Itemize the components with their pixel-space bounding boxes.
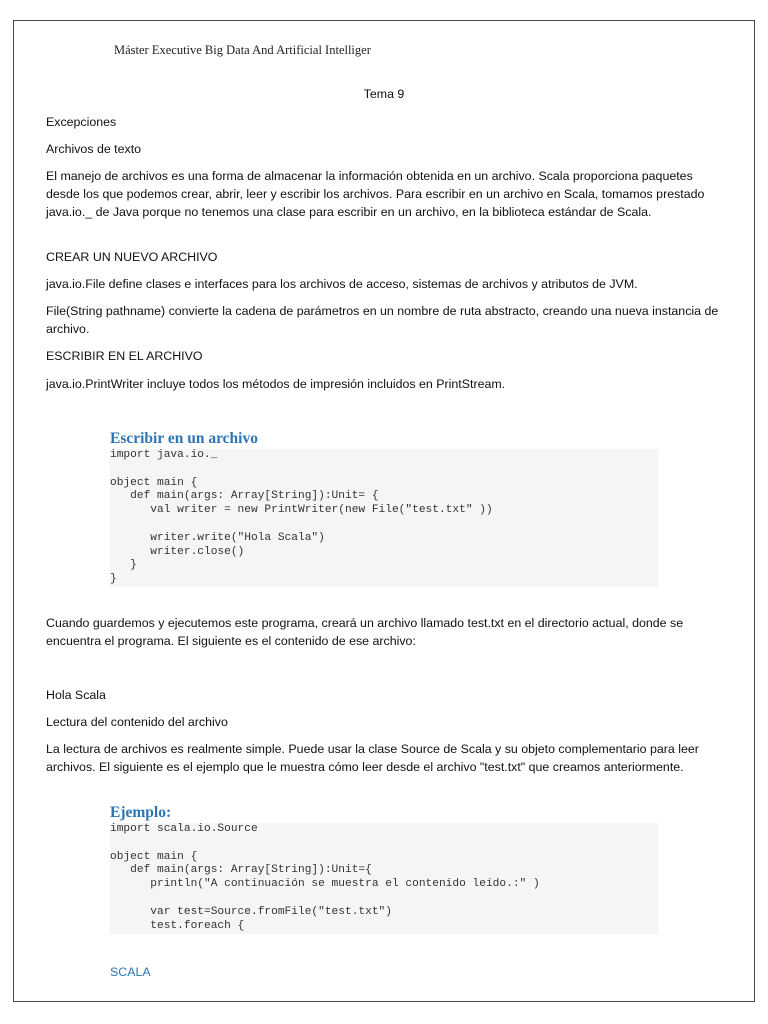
code-line: import java.io._ [110,449,218,461]
after-code-paragraph: Cuando guardemos y ejecutemos este programa, creará un archivo llamado test.txt en el directorio actual, donde se encuentra el programa. El siguiente es el contenido de ese archivo: [46,616,684,648]
code-example-1-title: Escribir en un archivo [110,430,258,447]
code-line: object main { [110,476,198,489]
topic-title: Tema 9 [363,87,405,101]
java-file-paragraph: java.io.File define clases e interfaces para los archivos de acceso, sistemas de archivos y atributos de JVM. [46,277,638,291]
code-line: } [110,559,137,572]
code-line: def main(args: Array[String]):Unit= { [110,490,379,503]
code-example-2 [110,823,658,934]
code-line: } [110,573,117,586]
code-line [110,892,658,906]
code-line: val writer = new PrintWriter(new File("test.txt" )) [110,504,493,517]
code-example-2-title: Ejemplo: [110,804,172,821]
code-line: object main { [110,850,198,863]
code-line: println("A continuación se muestra el contenido leído.:" ) [110,878,540,891]
code-line: import scala.io.Source [110,823,258,835]
code-example-1 [110,449,658,587]
code-line: def main(args: Array[String]):Unit={ [110,864,372,877]
code-line [110,463,658,477]
code-line [110,837,658,851]
document-header: Máster Executive Big Data And Artificial Intelliger [114,43,371,57]
heading-crear-archivo: CREAR UN NUEVO ARCHIVO [46,250,218,264]
intro-paragraph: El manejo de archivos es una forma de almacenar la información obtenida en un archivo. Scala proporciona paquetes desde los que podemos crear, abrir, leer y escribir los archivos. Para escribir en un archivo en Scala, tomamos prestado java.io._ de Java porque no tenemos una clase para escribir en un archivo, en la biblioteca estándar de Scala. [46,169,705,219]
file-string-paragraph: File(String pathname) convierte la cadena de parámetros en un nombre de ruta abstracto, creando una nueva instancia de archivo. [46,304,719,336]
heading-excepciones: Excepciones [46,115,117,129]
code-line: writer.write("Hola Scala") [110,531,325,544]
printwriter-paragraph: java.io.PrintWriter incluye todos los métodos de impresión incluidos en PrintStream. [46,377,506,391]
heading-lectura: Lectura del contenido del archivo [46,715,228,729]
hola-scala-text: Hola Scala [46,688,106,702]
heading-archivos-texto: Archivos de texto [46,142,142,156]
code-line: writer.close() [110,545,245,558]
scala-link[interactable]: SCALA [110,965,151,979]
code-line: var test=Source.fromFile("test.txt") [110,905,392,918]
code-line [110,518,658,532]
lectura-paragraph: La lectura de archivos es realmente simple. Puede usar la clase Source de Scala y su objeto complementario para leer archivos. El siguiente es el ejemplo que le muestra cómo leer desde el archivo "test.txt" que creamos anteriormente. [46,742,699,774]
heading-escribir-archivo: ESCRIBIR EN EL ARCHIVO [46,349,203,363]
code-line: test.foreach { [110,919,245,932]
